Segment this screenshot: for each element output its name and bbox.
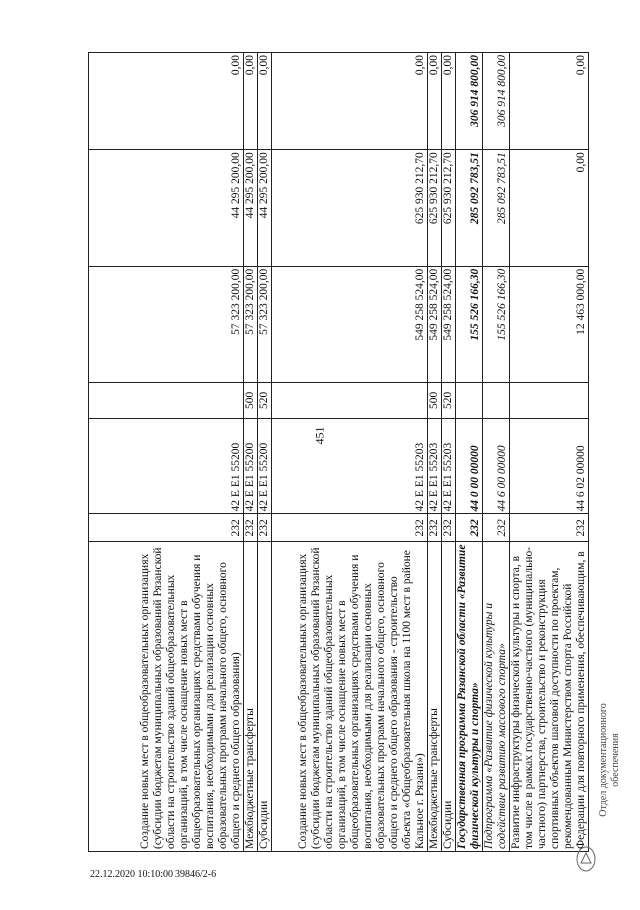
row-csr: 44 6 00 00000	[483, 418, 510, 514]
row-value-2021: 549 258 524,00	[272, 266, 428, 383]
row-code: 232	[510, 514, 589, 542]
footer-doc-id: 39846/2-6	[175, 869, 217, 880]
row-value-2021: 155 526 166,30	[456, 266, 483, 383]
table-row	[483, 53, 510, 852]
row-value-2021: 57 323 200,00	[89, 266, 244, 383]
row-value-2023: 0,00	[442, 53, 456, 150]
row-vr	[483, 383, 510, 418]
row-vr: 500	[428, 383, 442, 418]
row-value-2023: 306 914 800,00	[456, 53, 483, 150]
row-vr	[89, 383, 244, 418]
row-csr: 42 E E1 55200	[244, 418, 258, 514]
emblem-icon	[575, 845, 597, 873]
department-stamp	[598, 610, 632, 910]
row-value-2022: 44 295 200,00	[89, 150, 244, 267]
row-name: Подпрограмма «Развитие физической культуры и содействие развитию массового спорта»	[483, 542, 510, 852]
row-value-2022: 625 930 212,70	[442, 150, 456, 267]
row-value-2023: 0,00	[258, 53, 272, 150]
row-code: 232	[442, 514, 456, 542]
footer-date: 22.12.2020 10:10:00	[90, 869, 174, 880]
row-value-2022: 44 295 200,00	[244, 150, 258, 267]
table-row	[89, 53, 244, 852]
row-value-2021: 549 258 524,00	[428, 266, 442, 383]
row-csr: 42 E E1 55203	[428, 418, 442, 514]
row-name: Развитие инфраструктуры физической культуры и спорта, в том числе в рамках государственно-частного (муниципально-частного) партнерства, строительство и реконструкция спортивных объектов шаговой доступности по проектам, рекомендованным Министерством спорта Российской Федерации для повторного применения, обеспечивающим, в	[510, 542, 589, 852]
row-vr: 520	[442, 383, 456, 418]
table-row	[258, 53, 272, 852]
row-value-2022: 285 092 783,51	[483, 150, 510, 267]
row-code: 232	[428, 514, 442, 542]
row-csr: 42 E E1 55200	[258, 418, 272, 514]
row-value-2023: 0,00	[89, 53, 244, 150]
row-name: Создание новых мест в общеобразовательных организациях (субсидии бюджетам муниципальных образований Рязанской области на строительство зданий общеобразовательных организаций, в том числе оснащение новых мест в общеобразовательных организациях средствами обучения и воспитания, необходимыми для реализации основных образовательных программ начального общего, основного общего и среднего общего образования - строительство объекта «Общеобразовательная школа на 1100 мест в районе Кальное г. Рязани»)	[272, 542, 428, 852]
row-code: 232	[483, 514, 510, 542]
table-row	[244, 53, 258, 852]
row-value-2021: 57 323 200,00	[258, 266, 272, 383]
row-vr: 520	[258, 383, 272, 418]
table-row	[456, 53, 483, 852]
row-value-2021: 57 323 200,00	[244, 266, 258, 383]
stamp-line-1: Отдел документационного	[598, 703, 609, 817]
row-vr	[272, 383, 428, 418]
row-csr: 42 E E1 55200	[89, 418, 244, 514]
row-value-2023: 0,00	[244, 53, 258, 150]
row-name: Межбюджетные трансферты	[244, 542, 258, 852]
row-value-2023: 0,00	[510, 53, 589, 150]
row-name: Субсидии	[442, 542, 456, 852]
table-row	[442, 53, 456, 852]
row-value-2022: 625 930 212,70	[272, 150, 428, 267]
row-vr	[510, 383, 589, 418]
table-row	[510, 53, 589, 852]
row-value-2022: 625 930 212,70	[428, 150, 442, 267]
row-value-2023: 0,00	[272, 53, 428, 150]
row-value-2022: 0,00	[510, 150, 589, 267]
row-value-2021: 549 258 524,00	[442, 266, 456, 383]
row-csr: 44 6 02 00000	[510, 418, 589, 514]
page-number: 451	[312, 426, 327, 445]
stamp-line-2: обеспечения	[610, 733, 621, 787]
row-code: 232	[272, 514, 428, 542]
budget-table-rotated	[88, 52, 587, 852]
row-name: Межбюджетные трансферты	[428, 542, 442, 852]
row-value-2023: 0,00	[428, 53, 442, 150]
row-csr: 44 0 00 00000	[456, 418, 483, 514]
row-vr: 500	[244, 383, 258, 418]
row-value-2021: 12 463 000,00	[510, 266, 589, 383]
row-code: 232	[456, 514, 483, 542]
table-row	[272, 53, 428, 852]
row-value-2023: 306 914 800,00	[483, 53, 510, 150]
row-value-2022: 44 295 200,00	[258, 150, 272, 267]
row-name: Создание новых мест в общеобразовательных организациях (субсидии бюджетам муниципальных образований Рязанской области на строительство зданий общеобразовательных организаций, в том числе оснащение новых мест в общеобразовательных организациях средствами обучения и воспитания, необходимыми для реализации основных образовательных программ начального общего, основного общего и среднего общего образования)	[89, 542, 244, 852]
budget-table	[88, 52, 589, 852]
row-vr	[456, 383, 483, 418]
row-name: Государственная программа Рязанской области «Развитие физической культуры и спорта»	[456, 542, 483, 852]
row-value-2022: 285 092 783,51	[456, 150, 483, 267]
row-csr: 42 E E1 55203	[272, 418, 428, 514]
row-code: 232	[258, 514, 272, 542]
row-code: 232	[244, 514, 258, 542]
row-name: Субсидии	[258, 542, 272, 852]
row-value-2021: 155 526 166,30	[483, 266, 510, 383]
row-csr: 42 E E1 55203	[442, 418, 456, 514]
row-code: 232	[89, 514, 244, 542]
table-row	[428, 53, 442, 852]
